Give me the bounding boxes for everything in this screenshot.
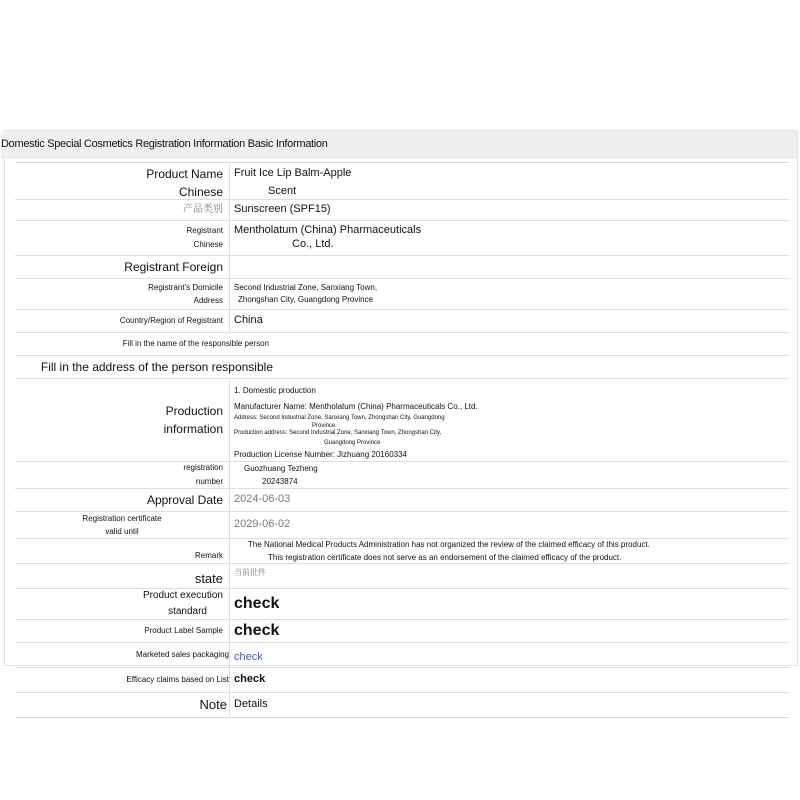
valid-until-label: Registration certificate valid until bbox=[82, 513, 162, 536]
product-name-label: Product Name bbox=[146, 166, 223, 181]
state-label: state bbox=[194, 570, 223, 586]
registrant-foreign-value bbox=[229, 256, 789, 278]
responsible-name-value bbox=[271, 333, 789, 355]
efficacy-link[interactable]: check bbox=[229, 668, 789, 692]
row-label-sample bbox=[15, 619, 789, 642]
execution-standard-label: Product execution standard bbox=[142, 590, 223, 617]
responsible-address-value bbox=[275, 356, 789, 378]
row-registrant-chinese bbox=[15, 220, 789, 255]
registrant-chinese-value: Mentholatum (China) Pharmaceuticals Co., Ltd. bbox=[229, 221, 789, 255]
note-details-link[interactable]: Details bbox=[229, 693, 789, 717]
execution-standard-link[interactable]: check bbox=[229, 589, 789, 619]
row-category bbox=[15, 199, 789, 220]
valid-until-value: 2029-06-02 bbox=[229, 512, 789, 538]
responsible-name-label: Fill in the name of the responsible person bbox=[122, 339, 269, 348]
category-label: 产品类别 bbox=[183, 203, 223, 215]
packaging-link[interactable]: check bbox=[229, 643, 789, 667]
production-value: 1. Domestic production Manufacturer Name: Mentholatum (China) Pharmaceuticals Co., Ltd. Address: Second Industrial Zone, Sanxiang Town, Zhongshan City, Guangdong Province Production address: Second Industrial Zone, Sanxiang Town, Zhongshan City, Guangdong Province Production License Number: Jizhuang 20160334 bbox=[229, 379, 789, 461]
approval-date-value: 2024-06-03 bbox=[229, 489, 789, 511]
row-remark bbox=[15, 538, 789, 563]
country-label: Country/Region of Registrant bbox=[119, 316, 223, 325]
product-name-value: Fruit Ice Lip Balm-Apple bbox=[229, 163, 789, 185]
production-label: Production information bbox=[163, 403, 223, 436]
registration-number-label: registration number bbox=[183, 463, 223, 486]
note-label: Note bbox=[199, 696, 227, 712]
chinese-label: Chinese bbox=[178, 184, 223, 199]
efficacy-label: Efficacy claims based on List bbox=[126, 675, 229, 684]
row-efficacy bbox=[15, 667, 789, 692]
row-responsible-address bbox=[15, 355, 789, 378]
row-state bbox=[15, 563, 789, 588]
packaging-label: Marketed sales packaging bbox=[136, 650, 229, 659]
responsible-address-label: Fill in the address of the person responsible bbox=[40, 359, 273, 374]
registration-info-panel bbox=[1, 130, 798, 712]
row-chinese-scent bbox=[15, 185, 789, 199]
remark-value: The National Medical Products Administration has not organized the review of the claimed efficacy of this product. This registration certificate does not serve as an endorsement of the claimed efficacy of the product. bbox=[229, 539, 789, 563]
row-packaging bbox=[15, 642, 789, 667]
label-sample-link[interactable]: check bbox=[229, 620, 789, 642]
state-value: 当前批件 bbox=[229, 564, 789, 588]
domicile-label: Registrant's Domicile Address bbox=[148, 282, 223, 305]
row-registration-number bbox=[15, 461, 789, 488]
registrant-foreign-label: Registrant Foreign bbox=[124, 259, 223, 274]
row-production bbox=[15, 378, 789, 461]
row-registrant-foreign bbox=[15, 255, 789, 278]
approval-date-label: Approval Date bbox=[146, 492, 223, 507]
row-responsible-name bbox=[15, 332, 789, 355]
registrant-chinese-label: Registrant Chinese bbox=[186, 226, 223, 249]
category-value: Sunscreen (SPF15) bbox=[229, 200, 789, 220]
row-approval-date bbox=[15, 488, 789, 511]
country-value: China bbox=[229, 310, 789, 332]
domicile-value: Second Industrial Zone, Sanxiang Town, Zhongshan City, Guangdong Province bbox=[229, 279, 789, 309]
row-note bbox=[15, 692, 789, 717]
row-valid-until bbox=[15, 511, 789, 538]
row-domicile bbox=[15, 278, 789, 309]
remark-label: Remark bbox=[194, 551, 223, 560]
registration-number-value: Guozhuang Tezheng 20243874 bbox=[229, 462, 789, 488]
label-sample-label: Product Label Sample bbox=[144, 626, 223, 635]
panel-title: Domestic Special Cosmetics Registration Information Basic Information bbox=[1, 131, 797, 158]
row-product-name bbox=[15, 163, 789, 185]
scent-value: Scent bbox=[229, 185, 789, 199]
row-country bbox=[15, 309, 789, 332]
info-table bbox=[15, 162, 789, 718]
row-execution-standard bbox=[15, 588, 789, 619]
